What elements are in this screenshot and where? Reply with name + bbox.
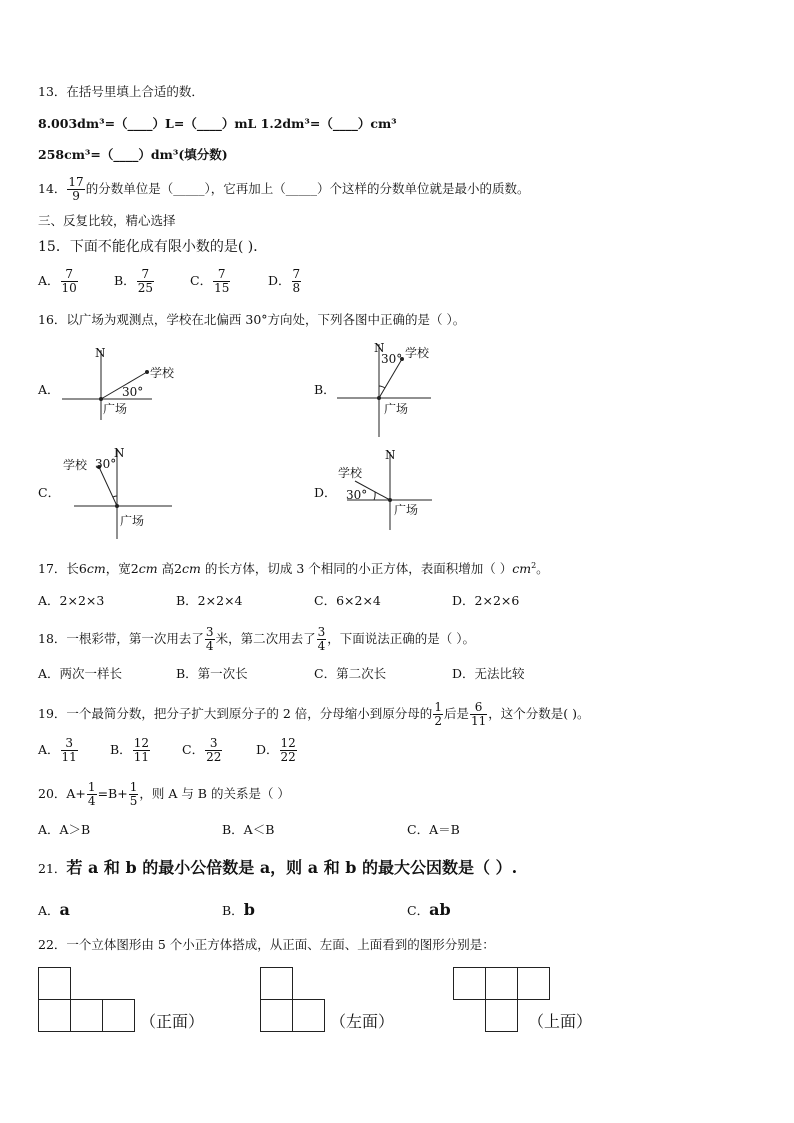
q16-diagram-a [60,340,190,430]
q16-label-c: C． [38,485,61,500]
q16-label-a: A． [38,382,60,397]
q13-line2: 258cm³=（____）dm³(填分数) [38,147,228,162]
q16-d-school: 学校 [338,466,363,480]
q18-option-c: C．第二次长 [314,666,387,681]
q14-text: 的分数单位是（_____），它再加上（_____）个这样的分数单位就是最小的质数。 [85,181,530,196]
q15-question: 15．下面不能化成有限小数的是( )． [38,239,268,255]
q13-line1: 8.003dm³=（____）L=（____）mL 1.2dm³=（____）cm³ [38,116,397,131]
q16-c-north: N [114,446,125,460]
q22-question: 22．一个立体图形由 5 个小正方体搭成，从正面、左面、上面看到的图形分别是： [38,937,495,952]
q16-diagram-d [335,444,465,544]
q17-option-d: D．2×2×6 [452,593,520,608]
q18-question: 18．一根彩带，第一次用去了 $\frac{3}{4}$ 米，第二次用去了 $\frac{3}{4}$ ，下面说法正确的是（ ）。 [38,625,475,653]
q20-option-a: A．A＞B [38,822,91,837]
q16-label-d: D． [314,485,337,500]
q14 [38,176,529,203]
q17-option-c: C．6×2×4 [314,593,381,608]
q13-title: 13．在括号里填上合适的数． [38,84,204,99]
q16-d-square: 广场 [394,503,419,517]
q14-number: 14． [38,181,67,196]
q16-a-square: 广场 [103,402,128,416]
q16-a-north: N [95,346,106,360]
q20-option-c: C．A＝B [407,822,460,837]
q22-left-label: （左面） [330,1012,395,1031]
q19-option-c: C． $\frac{3}{22}$ [182,736,222,764]
q19-option-a: A． $\frac{3}{11}$ [38,736,77,764]
q16-diagram-c [60,444,190,544]
q18-option-d: D．无法比较 [452,666,525,681]
q22-top-label: （上面） [528,1012,593,1031]
q17-question: 17．长6cm，宽2cm 高2cm 的长方体，切成 3 个相同的小正方体，表面积增加（ ）$cm^2$。 [38,561,549,577]
q15-option-c: C． $\frac{7}{15}$ [190,267,230,295]
q22-front-label: （正面） [140,1012,205,1031]
q18-option-b: B．第一次长 [176,666,248,681]
q16-c-angle: 30° [95,457,117,471]
q16-c-school: 学校 [63,458,88,472]
q15-option-a: A． $\frac{7}{10}$ [38,267,77,295]
q16-b-school: 学校 [405,346,430,360]
q16-question: 16．以广场为观测点，学校在北偏西 30°方向处，下列各图中正确的是（ ）。 [38,312,466,327]
q20-option-b: B．A＜B [222,822,275,837]
q16-a-angle: 30° [122,385,144,399]
q16-b-north: N [374,341,385,355]
q19-option-b: B． $\frac{12}{11}$ [110,736,149,764]
q19-question: 19．一个最简分数，把分子扩大到原分子的 2 倍，分母缩小到原分母的 $\frac{1}{2}$ 后是 $\frac{6}{11}$ ，这个分数是( )。 [38,700,590,728]
q16-b-square: 广场 [384,402,409,416]
q21-question: 21．若 a 和 b 的最小公倍数是 a，则 a 和 b 的最大公因数是（ ）. [38,858,518,877]
q16-label-b: B． [314,382,336,397]
q16-c-square: 广场 [120,514,145,528]
q14-fraction: $\frac{17}{9}$ [68,175,84,203]
q16-d-north: N [385,448,396,462]
q15-option-d: D． $\frac{7}{8}$ [268,267,301,295]
q16-b-angle: 30° [381,352,403,366]
q15-option-b: B． $\frac{7}{25}$ [114,267,153,295]
q21-option-c: C．ab [407,900,451,919]
q21-option-b: B．b [222,900,255,919]
q21-option-a: A．a [38,900,70,919]
q17-option-b: B．2×2×4 [176,593,243,608]
q19-option-d: D． $\frac{12}{22}$ [256,736,296,764]
q16-d-angle: 30° [346,488,368,502]
q22-left-view-grid [260,967,327,1034]
q22-front-view-grid [38,967,138,1034]
section-three-heading: 三、反复比较，精心选择 [38,213,176,228]
q16-a-school: 学校 [150,366,175,380]
q18-option-a: A．两次一样长 [38,666,123,681]
q20-question: 20．A+ $\frac{1}{4}$ =B+ $\frac{1}{5}$ ，则 A 与 B 的关系是（ ） [38,780,290,808]
q17-option-a: A．2×2×3 [38,593,105,608]
q16-diagram-b [335,340,465,440]
